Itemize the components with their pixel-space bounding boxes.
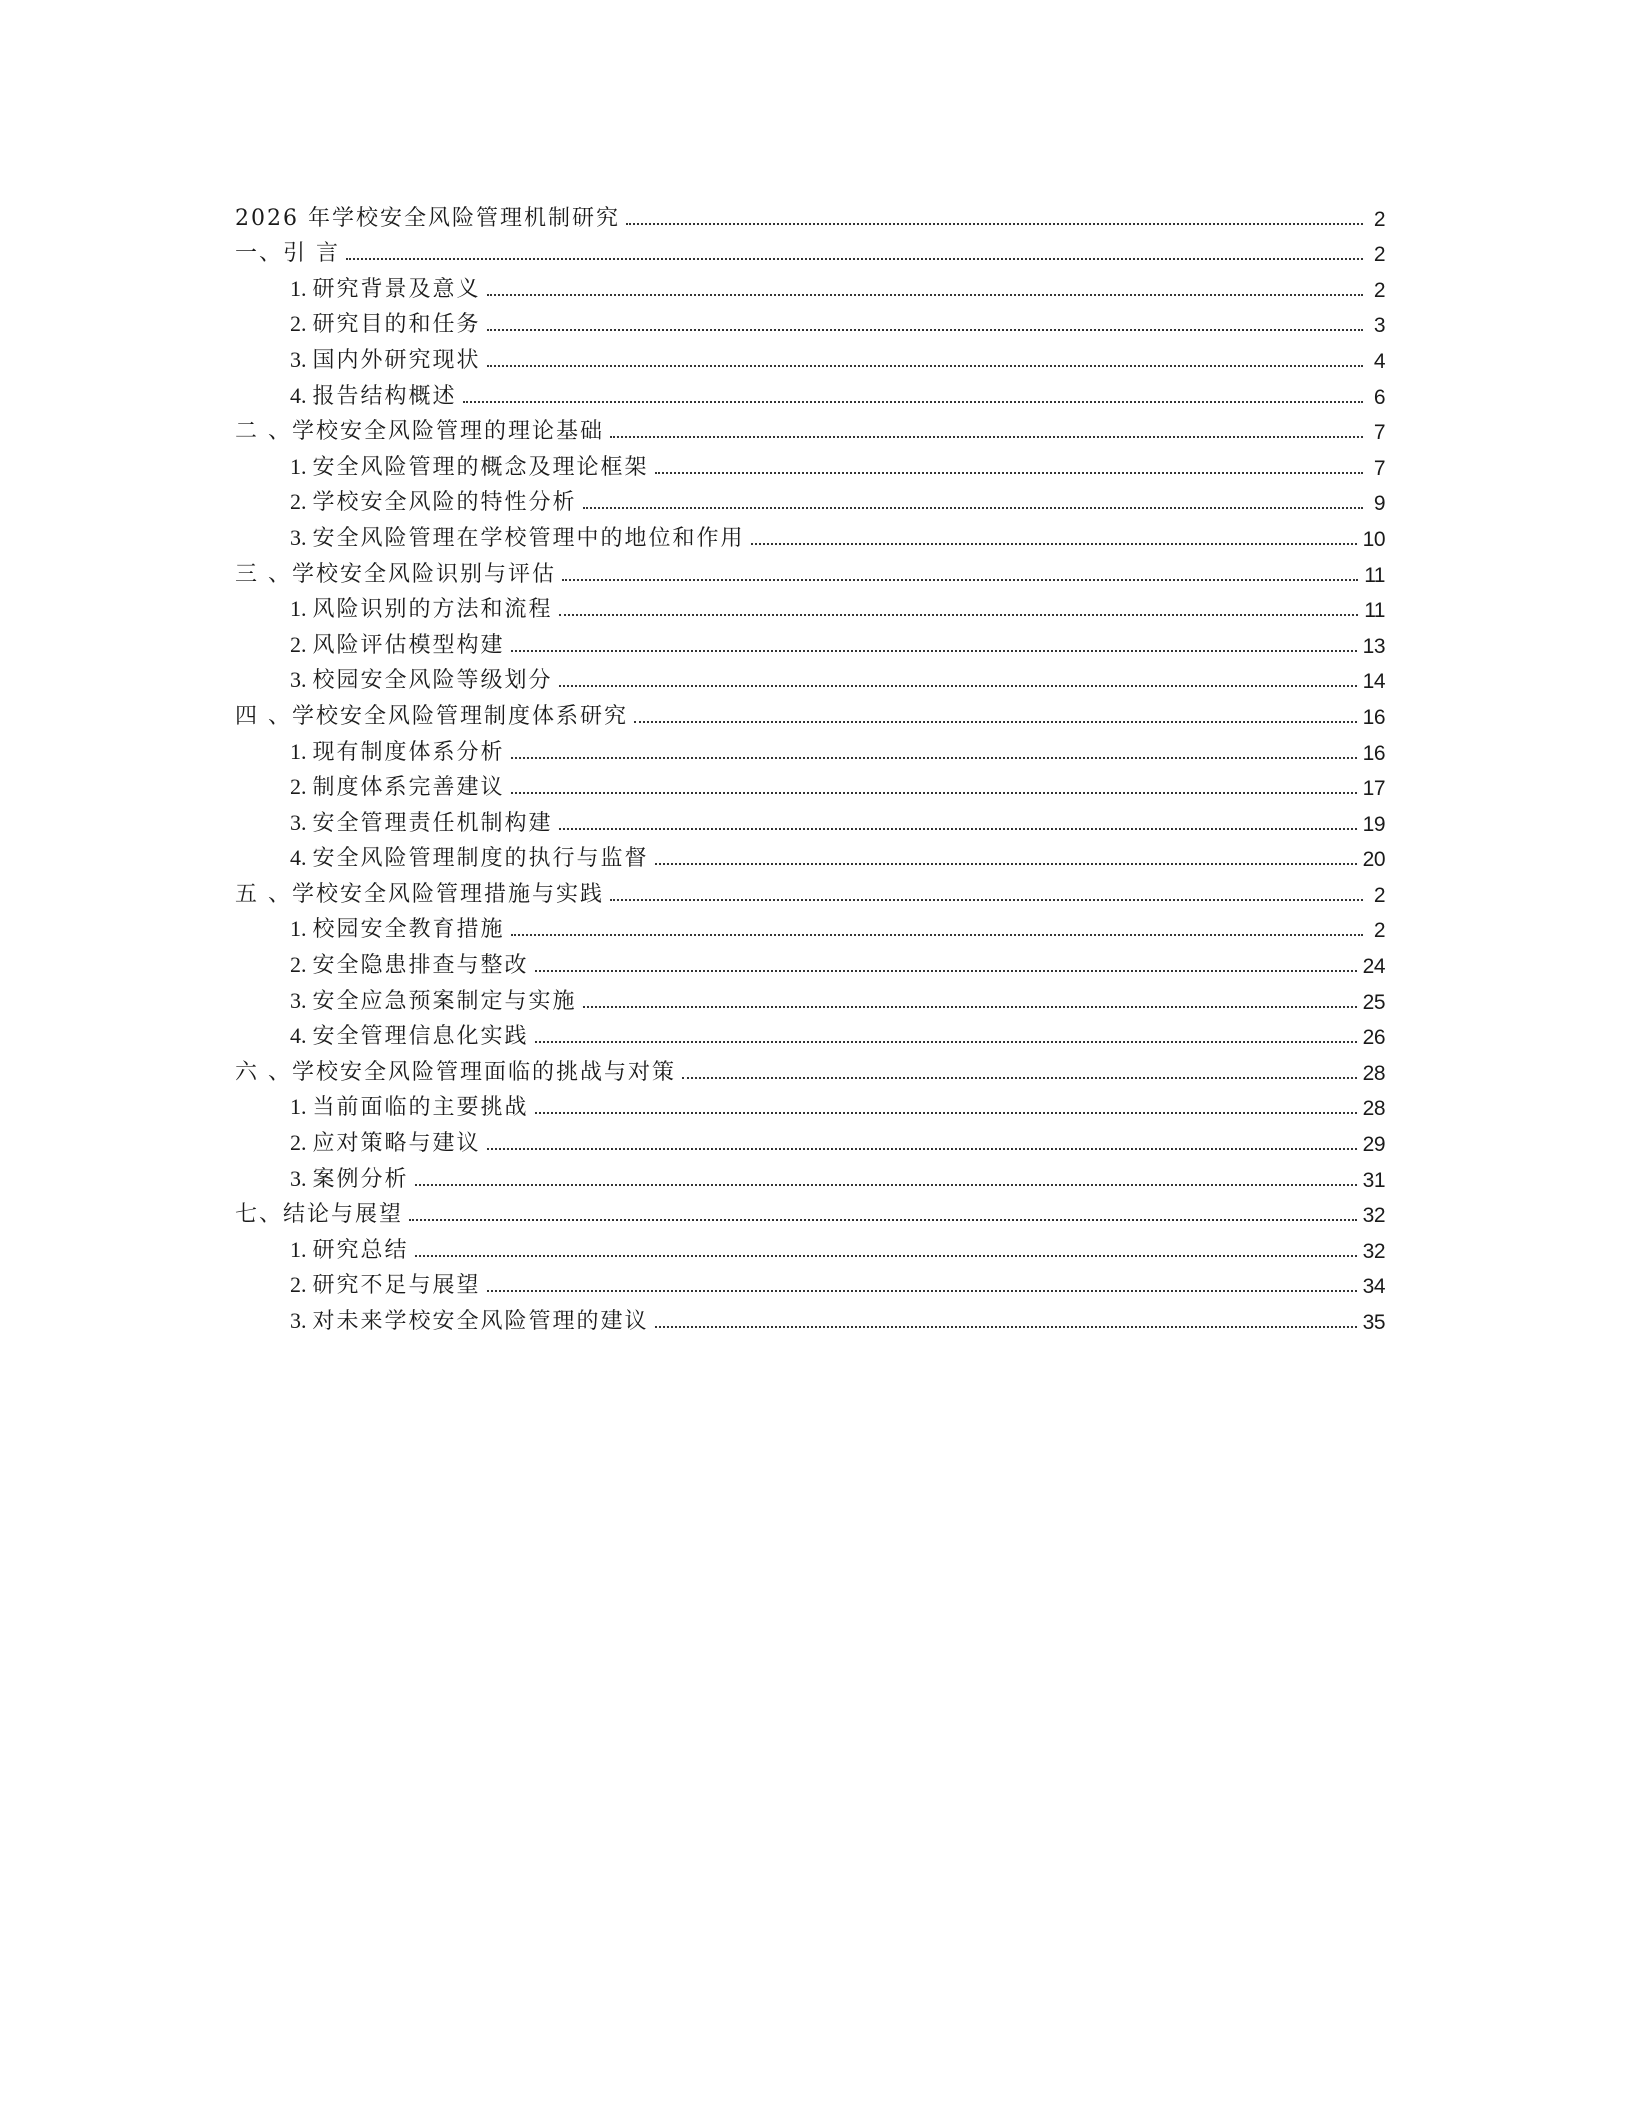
toc-page-number: 6 (1373, 385, 1385, 409)
toc-section-entry[interactable] (235, 1155, 1385, 1191)
toc-dot-leader (583, 507, 1363, 509)
toc-entry-number: 1. (290, 738, 307, 764)
toc-section-entry[interactable] (235, 1084, 1385, 1120)
toc-entry-title: 四 、学校安全风险管理制度体系研究 (235, 703, 628, 729)
toc-section-entry[interactable] (235, 1013, 1385, 1049)
toc-page-number: 2 (1373, 243, 1385, 267)
toc-entry-number: 3. (290, 524, 307, 550)
toc-entry-title: 应对策略与建议 (312, 1131, 481, 1157)
toc-entry-number: 1. (290, 453, 307, 479)
toc-section-entry[interactable] (235, 1297, 1385, 1333)
toc-entry-number: 3. (290, 346, 307, 372)
toc-entry-label (290, 346, 481, 373)
toc-section-entry[interactable] (235, 657, 1385, 693)
toc-entry-label (290, 954, 529, 977)
toc-page-number: 3 (1373, 314, 1385, 338)
toc-page-number: 32 (1362, 1204, 1385, 1228)
toc-entry-number: 4. (290, 382, 307, 408)
toc-entry-title: 风险识别的方法和流程 (312, 597, 553, 623)
toc-entry-title: 七、结论与展望 (235, 1202, 404, 1228)
toc-section-entry[interactable] (235, 1119, 1385, 1155)
toc-page-number: 2 (1373, 207, 1385, 231)
toc-entry-title: 安全风险管理制度的执行与监督 (312, 846, 649, 872)
toc-dot-leader (655, 1326, 1357, 1328)
toc-entry-title: 校园安全教育措施 (312, 917, 505, 943)
toc-entry-label (290, 776, 505, 799)
toc-entry-title: 六 、学校安全风险管理面临的挑战与对策 (235, 1059, 676, 1085)
toc-entry-label (290, 631, 505, 658)
toc-entry-number: 1. (290, 916, 307, 942)
toc-dot-leader (463, 401, 1363, 403)
toc-dot-leader (559, 614, 1359, 616)
toc-entry-title: 安全风险管理在学校管理中的地位和作用 (312, 525, 745, 551)
toc-entry-label (235, 421, 604, 443)
toc-dot-leader (751, 543, 1357, 545)
toc-dot-leader (559, 685, 1357, 687)
toc-dot-leader (409, 1219, 1357, 1221)
toc-page-number: 7 (1373, 421, 1385, 445)
toc-page-number: 31 (1362, 1168, 1385, 1192)
toc-dot-leader (682, 1077, 1357, 1079)
toc-chapter-entry[interactable] (235, 870, 1385, 906)
toc-page-number: 35 (1362, 1311, 1385, 1334)
toc-section-entry[interactable] (235, 372, 1385, 408)
toc-entry-title: 安全应急预案制定与实施 (312, 988, 577, 1014)
toc-dot-leader (487, 1290, 1357, 1292)
toc-entry-label (235, 205, 620, 231)
toc-entry-label (290, 1132, 481, 1155)
toc-entry-title: 安全管理责任机制构建 (312, 810, 553, 836)
toc-entry-title: 安全管理信息化实践 (312, 1024, 529, 1050)
toc-chapter-entry[interactable] (235, 408, 1385, 444)
toc-chapter-entry[interactable] (235, 230, 1385, 266)
toc-entry-number: 1. (290, 1094, 307, 1120)
toc-entry-title: 安全隐患排查与整改 (312, 953, 529, 979)
toc-entry-label (290, 598, 553, 621)
toc-entry-title: 研究总结 (312, 1237, 409, 1263)
toc-page-number: 2 (1373, 883, 1385, 907)
toc-entry-number: 3. (290, 1308, 307, 1333)
toc-entry-number: 3. (290, 1165, 307, 1191)
toc-dot-leader (610, 899, 1363, 901)
toc-entry-label (290, 453, 649, 480)
toc-entry-title: 学校安全风险的特性分析 (312, 490, 577, 516)
toc-entry-label (235, 1059, 676, 1085)
toc-entry-number: 1. (290, 1236, 307, 1262)
toc-entry-title: 校园安全风险等级划分 (312, 668, 553, 694)
table-of-contents (235, 194, 1385, 1333)
toc-section-entry[interactable] (235, 301, 1385, 337)
toc-entry-title: 研究目的和任务 (312, 312, 481, 338)
toc-entry-number: 2. (290, 1272, 307, 1298)
toc-entry-title: 现有制度体系分析 (312, 739, 505, 765)
toc-entry-label (235, 561, 556, 587)
toc-entry-number: 4. (290, 1023, 307, 1049)
toc-page-number: 19 (1362, 812, 1385, 836)
toc-entry-number: 2. (290, 952, 307, 978)
toc-section-entry[interactable] (235, 479, 1385, 515)
toc-dot-leader (487, 365, 1363, 367)
toc-section-entry[interactable] (235, 586, 1385, 622)
toc-dot-leader (535, 1112, 1357, 1114)
toc-entry-title: 风险评估模型构建 (312, 632, 505, 658)
toc-dot-leader (487, 329, 1363, 331)
toc-entry-label (290, 669, 553, 692)
toc-section-entry[interactable] (235, 728, 1385, 764)
toc-entry-label (290, 738, 505, 765)
toc-entry-number: 2. (290, 489, 307, 515)
toc-page-number: 28 (1362, 1061, 1385, 1085)
toc-section-entry[interactable] (235, 336, 1385, 372)
toc-page-number: 25 (1362, 990, 1385, 1014)
toc-dot-leader (511, 650, 1357, 652)
toc-dot-leader (655, 863, 1357, 865)
toc-section-entry[interactable] (235, 514, 1385, 550)
toc-page-number: 29 (1362, 1133, 1385, 1157)
toc-entry-label (290, 918, 505, 941)
toc-chapter-entry[interactable] (235, 194, 1385, 230)
toc-dot-leader (487, 1148, 1357, 1150)
toc-section-entry[interactable] (235, 977, 1385, 1013)
toc-page-number: 26 (1362, 1026, 1385, 1050)
toc-section-entry[interactable] (235, 621, 1385, 657)
toc-entry-title: 安全风险管理的概念及理论框架 (312, 454, 649, 480)
toc-entry-label (235, 881, 604, 907)
toc-entry-number: 1. (290, 275, 307, 301)
toc-page-number: 2 (1373, 919, 1385, 943)
toc-dot-leader (634, 721, 1357, 723)
toc-page-number: 24 (1362, 955, 1385, 979)
toc-chapter-entry[interactable] (235, 1048, 1385, 1084)
toc-entry-label (290, 987, 577, 1014)
toc-dot-leader (626, 223, 1363, 225)
toc-page-number: 16 (1362, 741, 1385, 765)
toc-entry-number: 3. (290, 667, 307, 693)
toc-entry-number: 2. (290, 311, 307, 337)
toc-page-number: 9 (1373, 492, 1385, 516)
toc-entry-title: 一、引 言 (235, 241, 340, 267)
toc-dot-leader (583, 1006, 1357, 1008)
toc-dot-leader (535, 1041, 1357, 1043)
toc-entry-title: 研究背景及意义 (312, 276, 481, 302)
toc-entry-label (290, 847, 649, 870)
toc-section-entry[interactable] (235, 764, 1385, 800)
toc-page-number: 14 (1362, 670, 1385, 694)
toc-section-entry[interactable] (235, 265, 1385, 301)
toc-entry-title: 国内外研究现状 (312, 347, 481, 373)
toc-entry-label (290, 1025, 529, 1048)
toc-entry-number: 1. (290, 596, 307, 622)
toc-chapter-entry[interactable] (235, 550, 1385, 586)
toc-entry-title: 报告结构概述 (312, 383, 457, 409)
toc-entry-title: 五 、学校安全风险管理措施与实践 (235, 881, 604, 907)
toc-entry-number: 3. (290, 987, 307, 1013)
toc-entry-title: 制度体系完善建议 (312, 775, 505, 801)
toc-entry-label (290, 275, 481, 302)
toc-section-entry[interactable] (235, 941, 1385, 977)
toc-section-entry[interactable] (235, 1226, 1385, 1262)
toc-entry-label (290, 1096, 529, 1119)
toc-entry-number: 3. (290, 809, 307, 835)
toc-entry-title: 研究不足与展望 (312, 1273, 481, 1299)
toc-entry-number: 4. (290, 845, 307, 871)
toc-entry-label (290, 382, 457, 409)
toc-dot-leader (511, 757, 1357, 759)
toc-page-number: 28 (1362, 1097, 1385, 1121)
toc-entry-number: 2. (290, 774, 307, 800)
toc-dot-leader (511, 792, 1357, 794)
toc-entry-title: 案例分析 (312, 1166, 409, 1192)
toc-entry-label (290, 524, 745, 551)
toc-page-number: 11 (1364, 599, 1385, 623)
toc-entry-label (290, 313, 481, 336)
toc-page-number: 17 (1362, 777, 1385, 801)
toc-entry-title: 三 、学校安全风险识别与评估 (235, 561, 556, 587)
toc-entry-title: 对未来学校安全风险管理的建议 (312, 1309, 649, 1334)
toc-entry-title: 2026 年学校安全风险管理机制研究 (235, 205, 620, 231)
toc-chapter-entry[interactable] (235, 692, 1385, 728)
toc-page-number: 10 (1362, 527, 1385, 551)
toc-chapter-entry[interactable] (235, 1191, 1385, 1227)
toc-section-entry[interactable] (235, 443, 1385, 479)
toc-dot-leader (415, 1184, 1357, 1186)
toc-entry-number: 2. (290, 1130, 307, 1156)
toc-dot-leader (415, 1255, 1357, 1257)
toc-page-number: 4 (1373, 349, 1385, 373)
toc-dot-leader (610, 436, 1363, 438)
toc-entry-label (235, 1204, 403, 1226)
toc-page-number: 2 (1373, 278, 1385, 302)
toc-dot-leader (346, 258, 1363, 260)
toc-page-number: 20 (1362, 848, 1385, 872)
toc-entry-label (290, 1274, 481, 1297)
toc-page-number: 11 (1364, 563, 1385, 587)
toc-dot-leader (562, 579, 1358, 581)
toc-entry-label (235, 243, 340, 265)
toc-dot-leader (655, 472, 1363, 474)
toc-entry-title: 二 、学校安全风险管理的理论基础 (235, 419, 604, 445)
toc-page-number: 32 (1362, 1239, 1385, 1263)
toc-dot-leader (535, 970, 1357, 972)
toc-entry-label (290, 1310, 649, 1333)
toc-page-number: 34 (1362, 1275, 1385, 1299)
toc-section-entry[interactable] (235, 906, 1385, 942)
toc-page-number: 16 (1362, 705, 1385, 729)
toc-page-number: 7 (1373, 456, 1385, 480)
toc-entry-label (290, 1236, 409, 1263)
toc-entry-label (290, 809, 553, 836)
toc-page-number: 13 (1362, 634, 1385, 658)
toc-entry-label (290, 1165, 409, 1192)
toc-entry-label (235, 703, 628, 729)
toc-dot-leader (511, 934, 1363, 936)
toc-entry-label (290, 491, 577, 514)
toc-entry-number: 2. (290, 631, 307, 657)
toc-dot-leader (487, 294, 1363, 296)
toc-section-entry[interactable] (235, 835, 1385, 871)
toc-dot-leader (559, 828, 1357, 830)
toc-section-entry[interactable] (235, 799, 1385, 835)
toc-section-entry[interactable] (235, 1262, 1385, 1298)
toc-entry-title: 当前面临的主要挑战 (312, 1095, 529, 1121)
